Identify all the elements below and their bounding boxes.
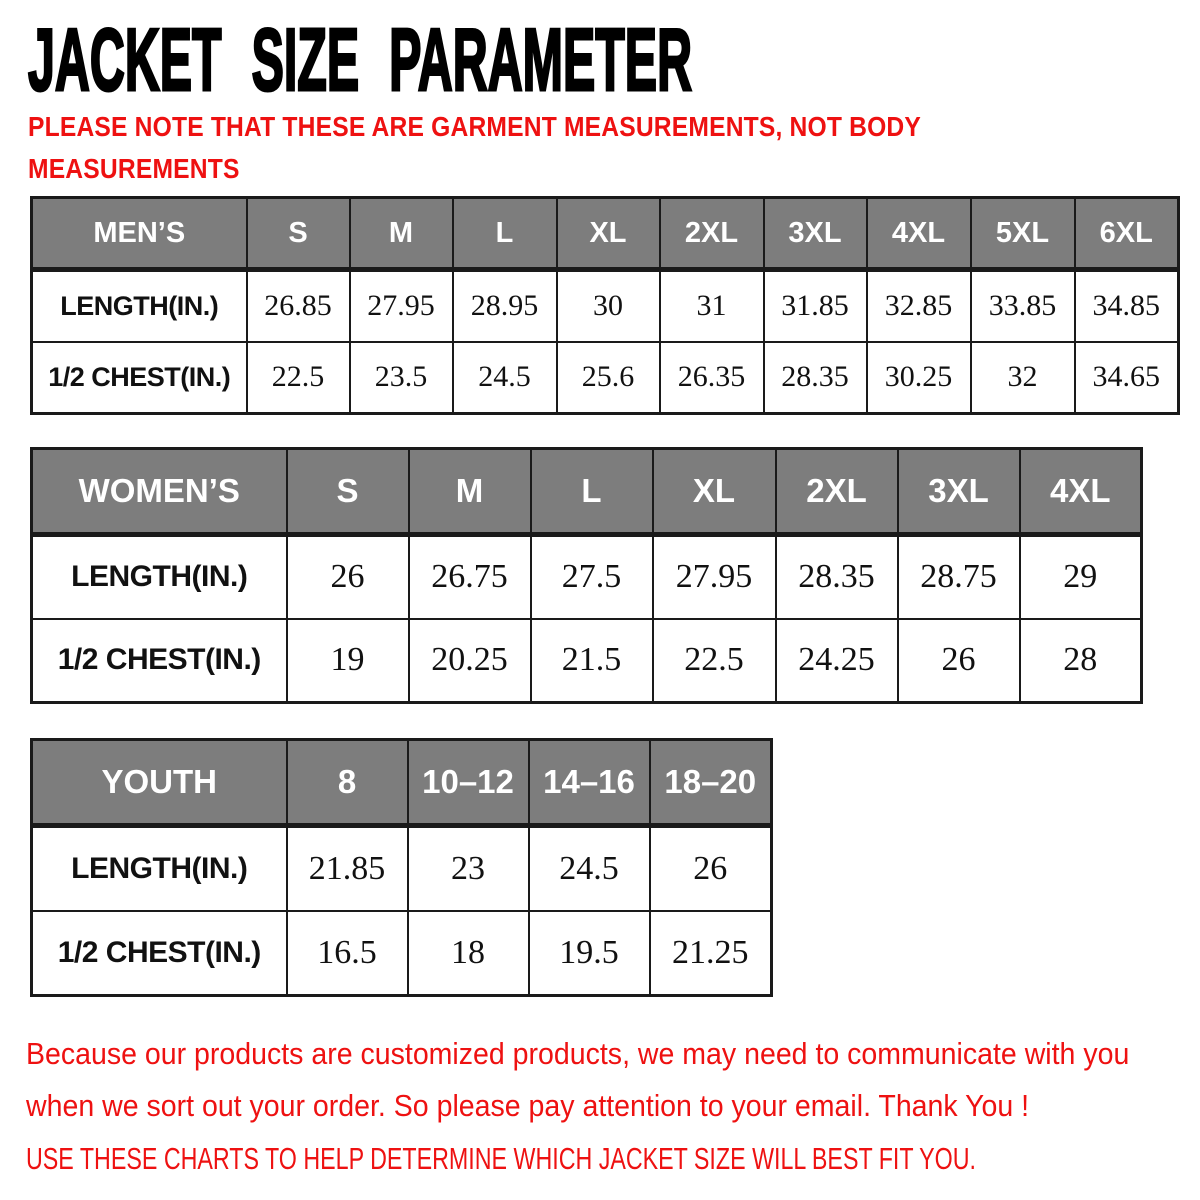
page-title: JACKET SIZE PARAMETER bbox=[28, 10, 693, 109]
row-label-length: LENGTH(IN.) bbox=[32, 270, 247, 342]
size-cell: 32.85 bbox=[867, 270, 971, 342]
size-cell: 26.35 bbox=[660, 342, 764, 414]
size-col-header: 4XL bbox=[1020, 449, 1142, 535]
youth-table-title: YOUTH bbox=[32, 740, 287, 826]
size-cell: 26.85 bbox=[247, 270, 350, 342]
size-col-header: 14–16 bbox=[529, 740, 650, 826]
fit-advice-notice: USE THESE CHARTS TO HELP DETERMINE WHICH JACKET SIZE WILL BEST FIT YOU. bbox=[26, 1141, 977, 1176]
size-col-header: S bbox=[247, 198, 350, 270]
size-cell: 24.5 bbox=[529, 826, 650, 911]
size-cell: 30.25 bbox=[867, 342, 971, 414]
size-cell: 19.5 bbox=[529, 911, 650, 996]
youth-length-row bbox=[32, 826, 772, 911]
size-col-header: XL bbox=[653, 449, 776, 535]
size-cell: 23.5 bbox=[350, 342, 453, 414]
womens-header-row bbox=[32, 449, 1142, 535]
row-label-chest: 1/2 CHEST(IN.) bbox=[32, 911, 287, 996]
size-cell: 25.6 bbox=[557, 342, 660, 414]
size-cell: 27.95 bbox=[350, 270, 453, 342]
size-col-header: L bbox=[531, 449, 653, 535]
size-cell: 22.5 bbox=[247, 342, 350, 414]
womens-table-title: WOMEN’S bbox=[32, 449, 287, 535]
size-cell: 23 bbox=[408, 826, 529, 911]
row-label-length: LENGTH(IN.) bbox=[32, 826, 287, 911]
womens-length-row bbox=[32, 535, 1142, 619]
size-cell: 21.85 bbox=[287, 826, 408, 911]
size-cell: 28.75 bbox=[898, 535, 1020, 619]
size-cell: 26 bbox=[898, 619, 1020, 703]
garment-measurement-note: PLEASE NOTE THAT THESE ARE GARMENT MEASUREMENTS, NOT BODY MEASUREMENTS bbox=[28, 111, 921, 184]
womens-chest-row bbox=[32, 619, 1142, 703]
size-col-header: S bbox=[287, 449, 409, 535]
mens-header-row bbox=[32, 198, 1179, 270]
size-cell: 16.5 bbox=[287, 911, 408, 996]
size-col-header: 10–12 bbox=[408, 740, 529, 826]
size-cell: 27.95 bbox=[653, 535, 776, 619]
size-cell: 31.85 bbox=[764, 270, 867, 342]
size-cell: 18 bbox=[408, 911, 529, 996]
size-cell: 24.5 bbox=[453, 342, 557, 414]
size-cell: 21.25 bbox=[650, 911, 772, 996]
youth-header-row bbox=[32, 740, 772, 826]
size-cell: 26 bbox=[287, 535, 409, 619]
size-col-header: 2XL bbox=[660, 198, 764, 270]
size-col-header: 18–20 bbox=[650, 740, 772, 826]
size-col-header: M bbox=[350, 198, 453, 270]
size-col-header: 3XL bbox=[764, 198, 867, 270]
size-col-header: 8 bbox=[287, 740, 408, 826]
size-col-header: 4XL bbox=[867, 198, 971, 270]
mens-table-title: MEN’S bbox=[32, 198, 247, 270]
size-col-header: 2XL bbox=[776, 449, 898, 535]
mens-length-row bbox=[32, 270, 1179, 342]
size-col-header: L bbox=[453, 198, 557, 270]
row-label-length: LENGTH(IN.) bbox=[32, 535, 287, 619]
mens-size-table bbox=[30, 196, 1180, 415]
size-cell: 28.95 bbox=[453, 270, 557, 342]
youth-size-table bbox=[30, 738, 773, 997]
size-cell: 24.25 bbox=[776, 619, 898, 703]
custom-order-notice: Because our products are customized products, we may need to communicate with you when we sort out your order. So please pay attention to your email. Thank You ! bbox=[26, 1036, 1130, 1124]
size-cell: 29 bbox=[1020, 535, 1142, 619]
size-cell: 31 bbox=[660, 270, 764, 342]
size-col-header: M bbox=[409, 449, 531, 535]
size-cell: 26.75 bbox=[409, 535, 531, 619]
size-cell: 26 bbox=[650, 826, 772, 911]
size-cell: 21.5 bbox=[531, 619, 653, 703]
size-col-header: 5XL bbox=[971, 198, 1075, 270]
size-cell: 34.65 bbox=[1075, 342, 1179, 414]
size-cell: 32 bbox=[971, 342, 1075, 414]
size-cell: 30 bbox=[557, 270, 660, 342]
size-col-header: 3XL bbox=[898, 449, 1020, 535]
size-cell: 27.5 bbox=[531, 535, 653, 619]
size-cell: 28 bbox=[1020, 619, 1142, 703]
size-cell: 22.5 bbox=[653, 619, 776, 703]
size-cell: 19 bbox=[287, 619, 409, 703]
size-cell: 20.25 bbox=[409, 619, 531, 703]
size-cell: 28.35 bbox=[764, 342, 867, 414]
size-col-header: XL bbox=[557, 198, 660, 270]
row-label-chest: 1/2 CHEST(IN.) bbox=[32, 619, 287, 703]
youth-chest-row bbox=[32, 911, 772, 996]
womens-size-table bbox=[30, 447, 1143, 704]
row-label-chest: 1/2 CHEST(IN.) bbox=[32, 342, 247, 414]
size-col-header: 6XL bbox=[1075, 198, 1179, 270]
mens-chest-row bbox=[32, 342, 1179, 414]
size-cell: 33.85 bbox=[971, 270, 1075, 342]
size-cell: 28.35 bbox=[776, 535, 898, 619]
size-cell: 34.85 bbox=[1075, 270, 1179, 342]
